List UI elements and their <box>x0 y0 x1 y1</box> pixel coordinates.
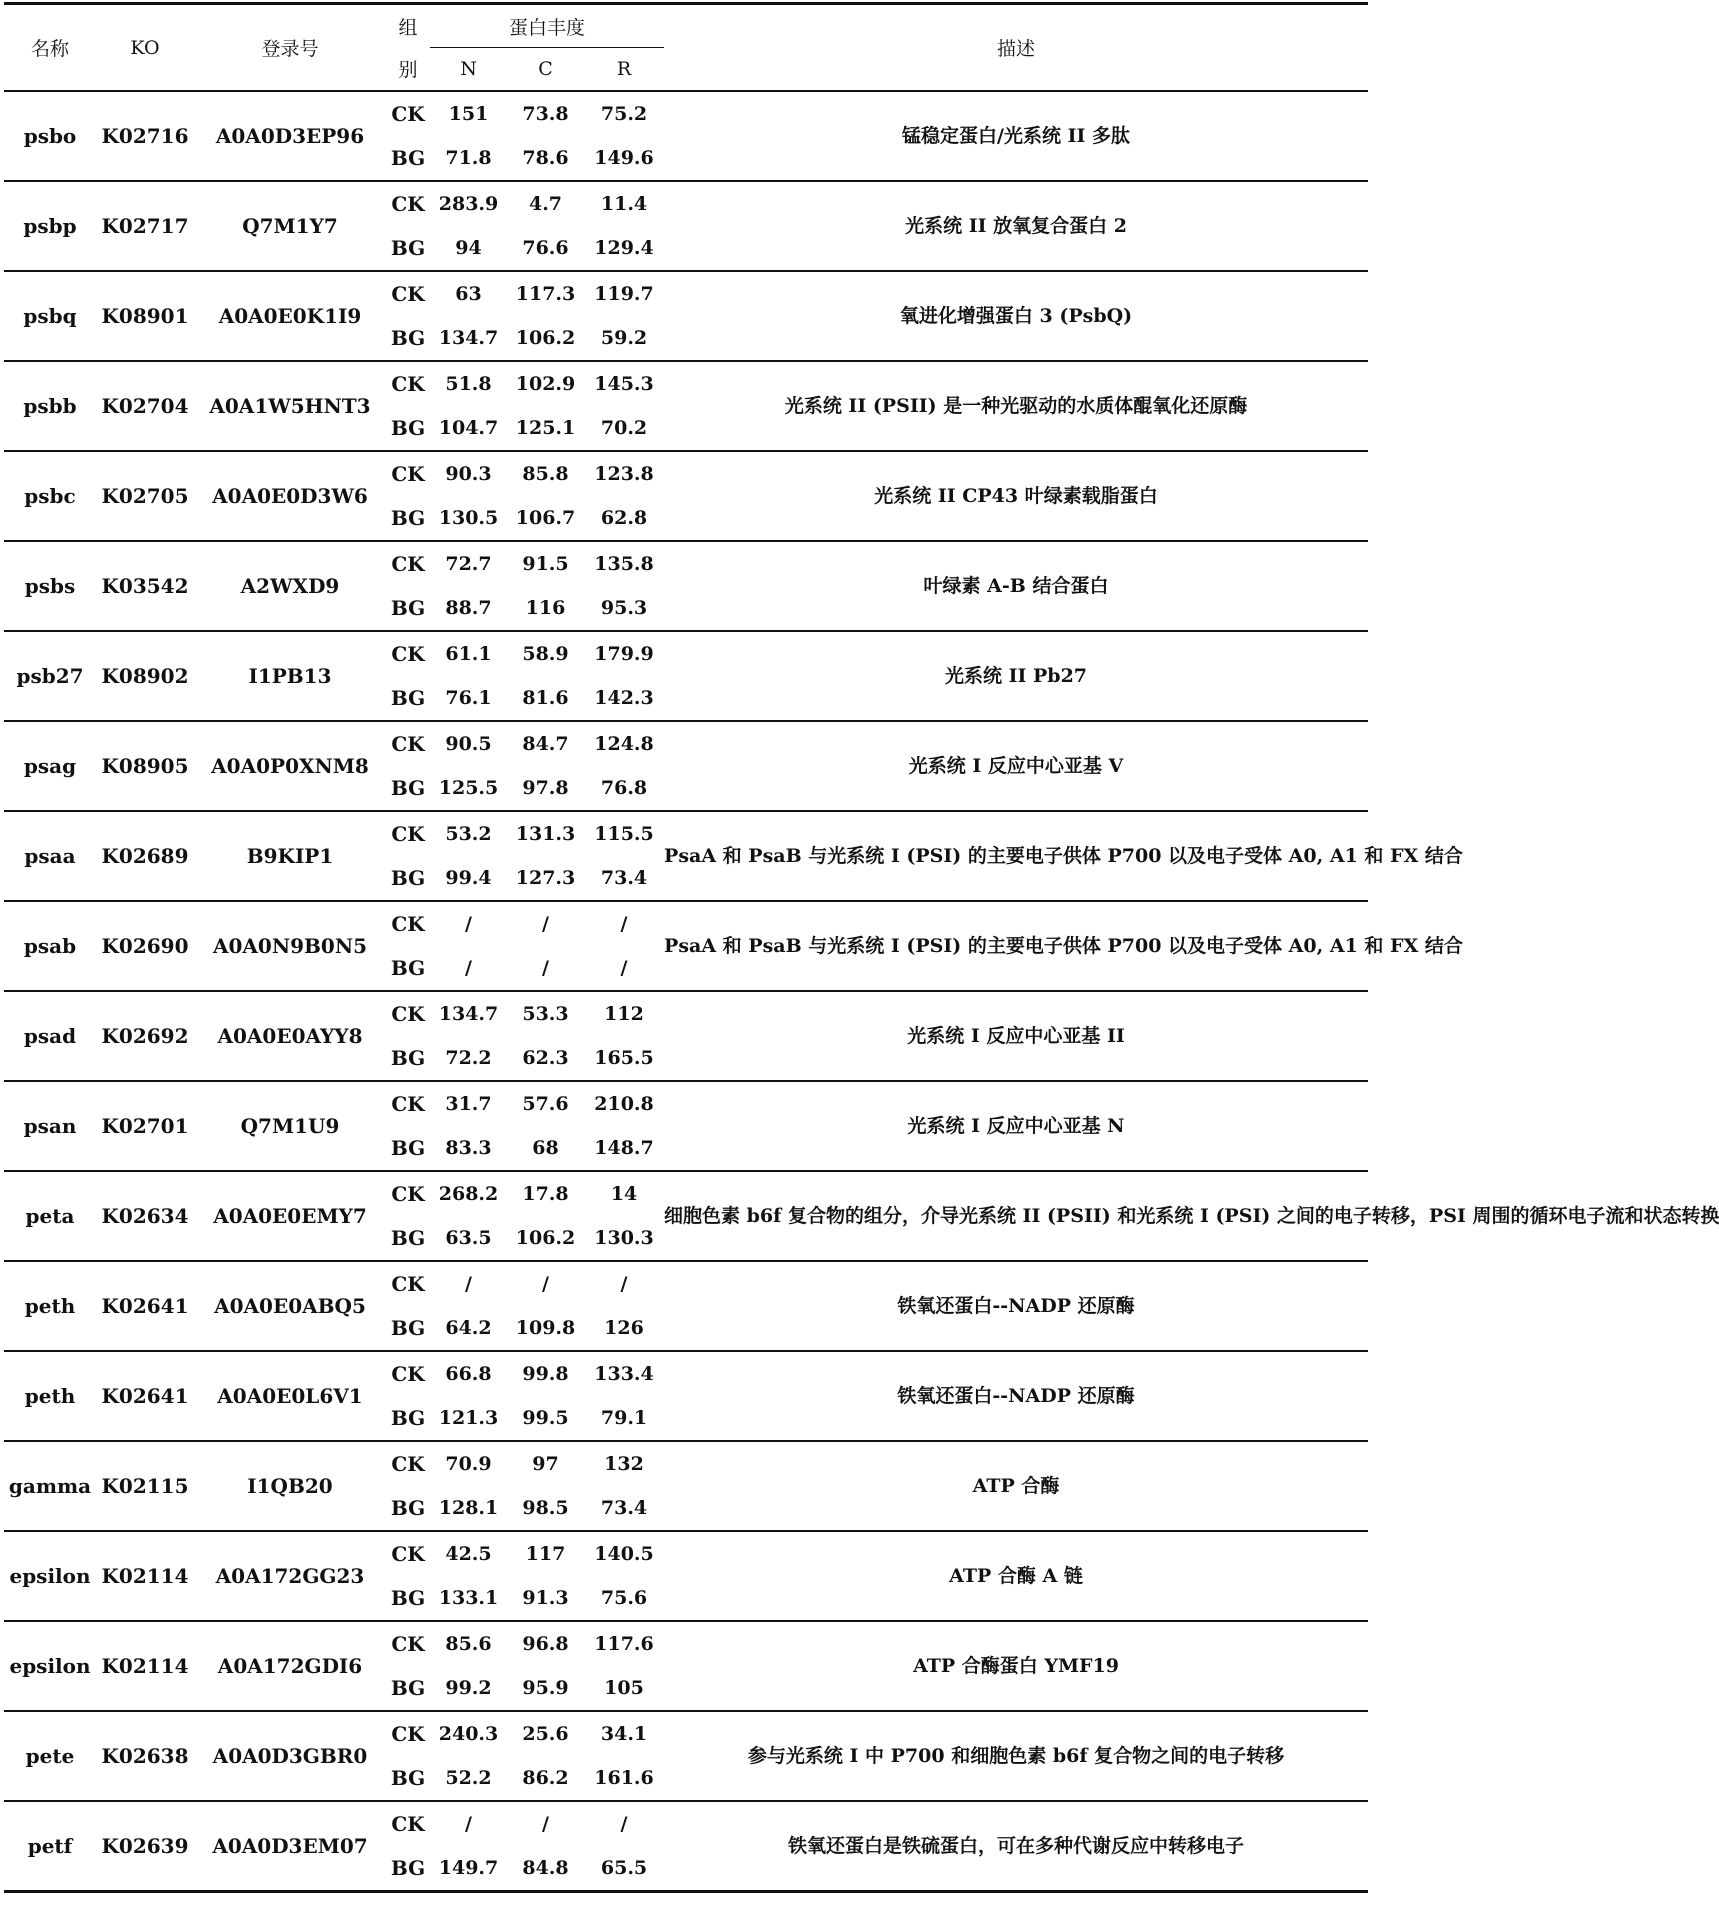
header-ko: KO <box>130 36 160 59</box>
abundance-c: 91.5 <box>522 553 569 575</box>
abundance-r: 14 <box>610 1183 638 1205</box>
ko-id: K02690 <box>101 934 189 958</box>
abundance-c: 99.5 <box>522 1407 569 1429</box>
abundance-n: 104.7 <box>438 417 499 439</box>
description: 锰稳定蛋白/光系统 II 多肽 <box>902 125 1130 147</box>
group-label: CK <box>391 912 425 936</box>
ko-id: K02716 <box>101 124 189 148</box>
abundance-n: 240.3 <box>438 1723 499 1745</box>
abundance-n: 94 <box>455 237 482 259</box>
abundance-n: 64.2 <box>445 1317 492 1339</box>
abundance-r: 119.7 <box>594 283 654 305</box>
description: 光系统 II 放氧复合蛋白 2 <box>905 215 1127 237</box>
group-label: BG <box>390 1676 426 1700</box>
abundance-r: 165.5 <box>594 1047 654 1069</box>
header-accession: 登录号 <box>261 38 319 60</box>
accession-id: A0A0E0ABQ5 <box>214 1294 366 1318</box>
group-label: BG <box>390 1856 426 1880</box>
accession-id: A0A0E0L6V1 <box>217 1384 363 1408</box>
abundance-r: / <box>620 1273 628 1295</box>
abundance-c: 117 <box>525 1543 566 1565</box>
accession-id: A0A0N9B0N5 <box>212 934 368 958</box>
abundance-c: 125.1 <box>515 417 576 439</box>
header-row-top <box>4 4 1368 48</box>
abundance-r: / <box>620 913 628 935</box>
abundance-c: 17.8 <box>522 1183 569 1205</box>
table-row <box>4 181 1368 226</box>
group-label: BG <box>390 1406 426 1430</box>
group-label: CK <box>391 462 425 486</box>
abundance-n: 125.5 <box>438 777 499 799</box>
abundance-c: 84.8 <box>522 1857 569 1879</box>
abundance-c: 127.3 <box>515 867 576 889</box>
abundance-n: 85.6 <box>445 1633 492 1655</box>
protein-name: psbp <box>23 214 77 238</box>
group-label: CK <box>391 1182 425 1206</box>
ko-id: K02705 <box>101 484 189 508</box>
abundance-r: 95.3 <box>600 597 648 619</box>
ko-id: K02639 <box>101 1834 189 1858</box>
ko-id: K08901 <box>101 304 189 328</box>
group-label: CK <box>391 192 425 216</box>
abundance-c: 99.8 <box>522 1363 569 1385</box>
description: 光系统 II CP43 叶绿素载脂蛋白 <box>874 485 1158 507</box>
abundance-c: 98.5 <box>522 1497 569 1519</box>
table-row <box>4 361 1368 406</box>
abundance-r: 126 <box>604 1317 644 1339</box>
abundance-n: 99.4 <box>445 867 492 889</box>
abundance-n: 72.2 <box>445 1047 492 1069</box>
abundance-r: 133.4 <box>594 1363 654 1385</box>
protein-name: psbb <box>23 394 77 418</box>
description: 叶绿素 A-B 结合蛋白 <box>923 575 1109 597</box>
abundance-n: 134.7 <box>438 1003 499 1025</box>
abundance-r: 145.3 <box>594 373 654 395</box>
abundance-r: 148.7 <box>594 1137 654 1159</box>
abundance-n: 72.7 <box>445 553 492 575</box>
protein-abundance-table <box>4 2 1719 1893</box>
ko-id: K02717 <box>101 214 189 238</box>
group-label: CK <box>391 642 425 666</box>
abundance-c: 57.6 <box>522 1093 569 1115</box>
protein-name: psag <box>23 754 77 778</box>
abundance-n: 61.1 <box>445 643 492 665</box>
table-row <box>4 1351 1368 1396</box>
abundance-r: 161.6 <box>594 1767 654 1789</box>
ko-id: K02701 <box>101 1114 189 1138</box>
table-row <box>4 1711 1368 1756</box>
abundance-c: 53.3 <box>522 1003 569 1025</box>
abundance-r: 140.5 <box>594 1543 654 1565</box>
abundance-r: 73.4 <box>600 1497 648 1519</box>
group-label: BG <box>390 146 426 170</box>
table-row <box>4 91 1368 136</box>
protein-name: psan <box>23 1114 77 1138</box>
protein-name: psbc <box>24 484 76 508</box>
abundance-r: 149.6 <box>594 147 654 169</box>
protein-name: psb27 <box>16 664 84 688</box>
header-col-r: R <box>616 58 632 80</box>
abundance-n: / <box>465 1273 472 1295</box>
protein-name: psab <box>23 934 77 958</box>
group-label: BG <box>390 686 426 710</box>
table-row <box>4 541 1368 586</box>
abundance-c: / <box>542 957 549 979</box>
ko-id: K02638 <box>101 1744 189 1768</box>
table-row <box>4 721 1368 766</box>
abundance-r: 65.5 <box>600 1857 648 1879</box>
abundance-c: 106.7 <box>515 507 576 529</box>
description: 光系统 II (PSII) 是一种光驱动的水质体醌氧化还原酶 <box>784 395 1248 417</box>
table-row <box>4 631 1368 676</box>
description: PsaA 和 PsaB 与光系统 I (PSI) 的主要电子供体 P700 以及电子受体 A0, A1 和 FX 结合 <box>664 845 1463 867</box>
accession-id: A0A0E0AYY8 <box>217 1024 363 1048</box>
abundance-c: 68 <box>532 1137 559 1159</box>
abundance-n: 53.2 <box>445 823 492 845</box>
abundance-r: 59.2 <box>600 327 648 349</box>
abundance-n: 90.3 <box>445 463 492 485</box>
abundance-r: 129.4 <box>594 237 654 259</box>
description: 光系统 I 反应中心亚基 N <box>907 1115 1125 1137</box>
ko-id: K02641 <box>101 1294 189 1318</box>
group-label: BG <box>390 596 426 620</box>
abundance-c: 78.6 <box>522 147 569 169</box>
protein-name: psbs <box>24 574 76 598</box>
table-row <box>4 1261 1368 1306</box>
abundance-c: 102.9 <box>515 373 576 395</box>
group-label: BG <box>390 506 426 530</box>
abundance-n: 71.8 <box>445 147 492 169</box>
abundance-n: 42.5 <box>445 1543 492 1565</box>
ko-id: K08905 <box>101 754 189 778</box>
group-label: BG <box>390 1136 426 1160</box>
abundance-r: 115.5 <box>594 823 654 845</box>
abundance-r: 79.1 <box>600 1407 648 1429</box>
abundance-r: 132 <box>604 1453 644 1475</box>
abundance-r: 210.8 <box>594 1093 654 1115</box>
protein-name: psbo <box>23 124 77 148</box>
description: 铁氧还蛋白--NADP 还原酶 <box>897 1295 1135 1317</box>
abundance-c: 62.3 <box>522 1047 569 1069</box>
accession-id: Q7M1U9 <box>240 1114 340 1138</box>
accession-id: A0A172GDI6 <box>217 1654 363 1678</box>
abundance-n: / <box>465 913 472 935</box>
abundance-r: 123.8 <box>594 463 654 485</box>
abundance-n: 151 <box>448 103 489 125</box>
table-row <box>4 1441 1368 1486</box>
abundance-n: / <box>465 1813 472 1835</box>
abundance-c: 117.3 <box>515 283 576 305</box>
abundance-n: 66.8 <box>445 1363 492 1385</box>
group-label: BG <box>390 1586 426 1610</box>
group-label: CK <box>391 1002 425 1026</box>
abundance-c: / <box>542 913 549 935</box>
protein-name: peth <box>24 1384 76 1408</box>
table-row <box>4 811 1368 856</box>
abundance-n: 149.7 <box>438 1857 499 1879</box>
abundance-r: 70.2 <box>600 417 648 439</box>
abundance-c: 84.7 <box>522 733 569 755</box>
group-label: BG <box>390 776 426 800</box>
abundance-n: 133.1 <box>438 1587 499 1609</box>
protein-name: peta <box>25 1204 75 1228</box>
group-label: CK <box>391 1542 425 1566</box>
ko-id: K02692 <box>101 1024 189 1048</box>
protein-name: peth <box>24 1294 76 1318</box>
abundance-n: 128.1 <box>438 1497 499 1519</box>
header-col-c: C <box>538 58 553 80</box>
ko-id: K02641 <box>101 1384 189 1408</box>
abundance-c: 106.2 <box>515 1227 576 1249</box>
abundance-c: 4.7 <box>528 193 563 215</box>
abundance-c: 91.3 <box>522 1587 569 1609</box>
abundance-n: 90.5 <box>445 733 492 755</box>
description: ATP 合酶蛋白 YMF19 <box>913 1655 1119 1677</box>
abundance-c: 109.8 <box>515 1317 576 1339</box>
description: PsaA 和 PsaB 与光系统 I (PSI) 的主要电子供体 P700 以及电子受体 A0, A1 和 FX 结合 <box>664 935 1463 957</box>
abundance-c: 58.9 <box>522 643 569 665</box>
group-label: CK <box>391 1452 425 1476</box>
group-label: CK <box>391 102 425 126</box>
abundance-r: 75.2 <box>600 103 648 125</box>
abundance-r: 130.3 <box>594 1227 654 1249</box>
ko-id: K02704 <box>101 394 189 418</box>
group-label: BG <box>390 956 426 980</box>
group-label: BG <box>390 1046 426 1070</box>
description: 光系统 II Pb27 <box>945 665 1088 687</box>
abundance-c: 97.8 <box>522 777 569 799</box>
abundance-n: 31.7 <box>445 1093 492 1115</box>
group-label: CK <box>391 1272 425 1296</box>
abundance-c: 116 <box>525 597 566 619</box>
abundance-n: 83.3 <box>445 1137 492 1159</box>
abundance-c: 97 <box>532 1453 559 1475</box>
ko-id: K02689 <box>101 844 189 868</box>
group-label: BG <box>390 866 426 890</box>
accession-id: A0A1W5HNT3 <box>209 394 371 418</box>
accession-id: A0A0E0D3W6 <box>212 484 368 508</box>
group-label: CK <box>391 1632 425 1656</box>
abundance-n: 76.1 <box>445 687 492 709</box>
description: 光系统 I 反应中心亚基 V <box>908 755 1124 777</box>
ko-id: K08902 <box>101 664 189 688</box>
protein-name: pete <box>25 1744 75 1768</box>
group-label: CK <box>391 1362 425 1386</box>
accession-id: I1QB20 <box>247 1474 333 1498</box>
accession-id: A0A0D3GBR0 <box>212 1744 368 1768</box>
protein-name: gamma <box>8 1474 92 1498</box>
abundance-c: 86.2 <box>522 1767 569 1789</box>
accession-id: A0A0E0EMY7 <box>213 1204 367 1228</box>
abundance-n: 51.8 <box>445 373 492 395</box>
group-label: BG <box>390 1226 426 1250</box>
abundance-n: 130.5 <box>438 507 499 529</box>
accession-id: B9KIP1 <box>246 844 334 868</box>
description: 铁氧还蛋白是铁硫蛋白，可在多种代谢反应中转移电子 <box>788 1835 1245 1857</box>
abundance-c: 95.9 <box>522 1677 569 1699</box>
table-row <box>4 1621 1368 1666</box>
table-row <box>4 991 1368 1036</box>
group-label: CK <box>391 822 425 846</box>
table-row <box>4 901 1368 946</box>
abundance-n: 63.5 <box>445 1227 492 1249</box>
table-row <box>4 271 1368 316</box>
table-row <box>4 451 1368 496</box>
description: 铁氧还蛋白--NADP 还原酶 <box>897 1385 1135 1407</box>
abundance-n: 52.2 <box>445 1767 492 1789</box>
accession-id: A0A0D3EP96 <box>215 124 365 148</box>
header-group-bottom: 别 <box>398 59 418 82</box>
abundance-n: 283.9 <box>438 193 499 215</box>
protein-name: petf <box>27 1834 73 1858</box>
abundance-n: / <box>465 957 472 979</box>
header-description: 描述 <box>997 38 1036 60</box>
accession-id: Q7M1Y7 <box>242 214 338 238</box>
group-label: BG <box>390 416 426 440</box>
abundance-n: 268.2 <box>438 1183 499 1205</box>
abundance-n: 121.3 <box>438 1407 499 1429</box>
abundance-r: 76.8 <box>600 777 648 799</box>
abundance-c: 106.2 <box>515 327 576 349</box>
protein-name: psad <box>23 1024 77 1048</box>
group-label: CK <box>391 1722 425 1746</box>
accession-id: A2WXD9 <box>240 574 340 598</box>
abundance-n: 63 <box>455 283 482 305</box>
abundance-c: 73.8 <box>522 103 569 125</box>
header-col-n: N <box>460 58 477 80</box>
group-label: CK <box>391 552 425 576</box>
group-label: CK <box>391 372 425 396</box>
accession-id: A0A0P0XNM8 <box>211 754 369 778</box>
protein-name: epsilon <box>9 1564 91 1588</box>
abundance-c: / <box>542 1813 549 1835</box>
abundance-r: / <box>620 1813 628 1835</box>
abundance-n: 134.7 <box>438 327 499 349</box>
abundance-r: 142.3 <box>594 687 654 709</box>
abundance-r: 112 <box>604 1003 644 1025</box>
abundance-r: 105 <box>604 1677 644 1699</box>
protein-name: psaa <box>24 844 76 868</box>
group-label: BG <box>390 326 426 350</box>
description: ATP 合酶 A 链 <box>949 1565 1083 1587</box>
abundance-r: 73.4 <box>600 867 648 889</box>
abundance-r: 124.8 <box>594 733 654 755</box>
description: 光系统 I 反应中心亚基 II <box>907 1025 1125 1047</box>
protein-name: epsilon <box>9 1654 91 1678</box>
group-label: CK <box>391 732 425 756</box>
header-abundance: 蛋白丰度 <box>430 4 664 48</box>
abundance-r: 117.6 <box>594 1633 654 1655</box>
abundance-c: 25.6 <box>522 1723 569 1745</box>
header-name: 名称 <box>30 38 69 60</box>
group-label: CK <box>391 1092 425 1116</box>
group-label: CK <box>391 282 425 306</box>
table-row <box>4 1801 1368 1846</box>
description: ATP 合酶 <box>972 1475 1060 1497</box>
abundance-r: 75.6 <box>600 1587 648 1609</box>
abundance-r: 135.8 <box>594 553 654 575</box>
ko-id: K03542 <box>101 574 189 598</box>
group-label: BG <box>390 1316 426 1340</box>
abundance-c: 96.8 <box>522 1633 569 1655</box>
abundance-n: 99.2 <box>445 1677 492 1699</box>
ko-id: K02114 <box>101 1654 189 1678</box>
group-label: CK <box>391 1812 425 1836</box>
ko-id: K02114 <box>101 1564 189 1588</box>
abundance-c: 81.6 <box>522 687 569 709</box>
header-group-top: 组 <box>398 16 418 39</box>
abundance-r: 62.8 <box>600 507 648 529</box>
protein-name: psbq <box>23 304 77 328</box>
accession-id: A0A0D3EM07 <box>212 1834 368 1858</box>
abundance-c: / <box>542 1273 549 1295</box>
description: 氧进化增强蛋白 3 (PsbQ) <box>899 305 1133 327</box>
abundance-r: / <box>620 957 628 979</box>
abundance-c: 85.8 <box>522 463 569 485</box>
group-label: BG <box>390 236 426 260</box>
ko-id: K02634 <box>101 1204 189 1228</box>
table-row <box>4 1531 1368 1576</box>
accession-id: A0A0E0K1I9 <box>218 304 362 328</box>
abundance-c: 131.3 <box>515 823 576 845</box>
description: 细胞色素 b6f 复合物的组分，介导光系统 II (PSII) 和光系统 I (PSI) 之间的电子转移，PSI 周围的循环电子流和状态转换 <box>664 1205 1719 1227</box>
abundance-r: 34.1 <box>600 1723 648 1745</box>
description: 参与光系统 I 中 P700 和细胞色素 b6f 复合物之间的电子转移 <box>747 1745 1285 1767</box>
table-row <box>4 1171 1368 1216</box>
abundance-r: 179.9 <box>594 643 654 665</box>
table-body <box>4 91 1719 1892</box>
accession-id: I1PB13 <box>248 664 332 688</box>
abundance-c: 76.6 <box>522 237 569 259</box>
abundance-n: 70.9 <box>445 1453 492 1475</box>
group-label: BG <box>390 1766 426 1790</box>
abundance-r: 11.4 <box>600 193 648 215</box>
ko-id: K02115 <box>101 1474 189 1498</box>
group-label: BG <box>390 1496 426 1520</box>
accession-id: A0A172GG23 <box>215 1564 365 1588</box>
abundance-n: 88.7 <box>445 597 492 619</box>
table-row <box>4 1081 1368 1126</box>
